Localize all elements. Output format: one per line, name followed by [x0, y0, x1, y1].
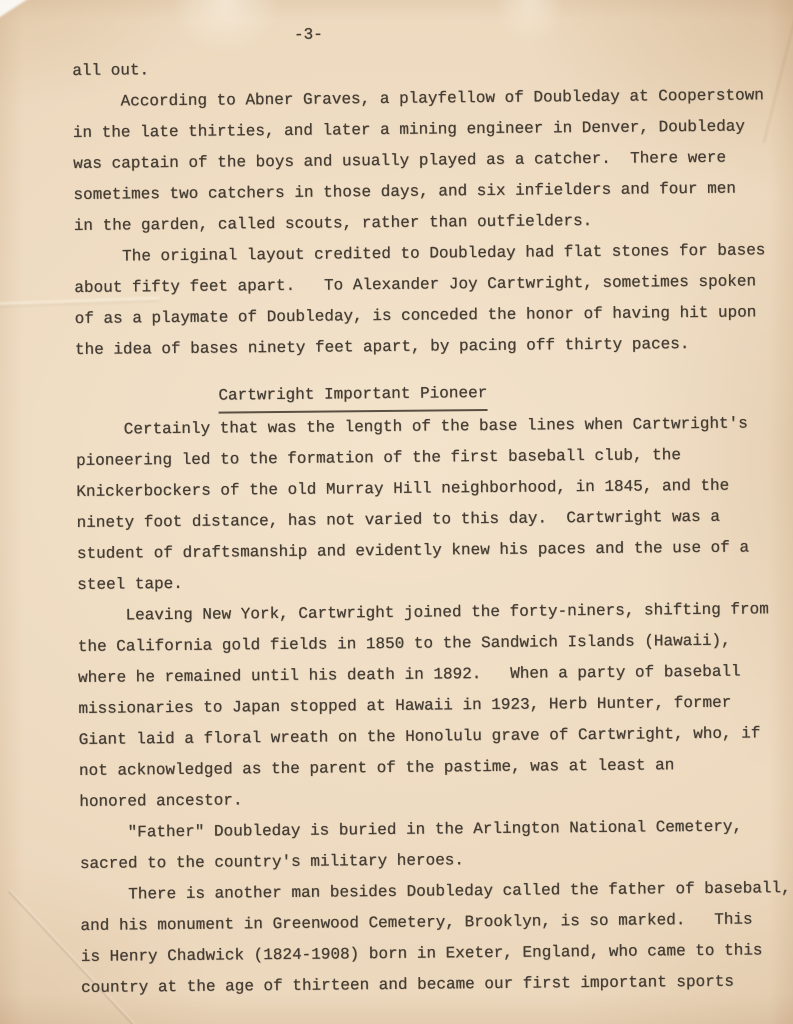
- text-line: all out.: [72, 61, 150, 80]
- text-line: steel tape.: [77, 574, 183, 594]
- text-line: There is another man besides Doubleday called the father of baseball,: [128, 879, 791, 904]
- text-line: about fifty feet apart. To Alexander Joy Cartwright, sometimes spoken: [74, 272, 757, 297]
- text-line: country at the age of thirteen and became our first important sports: [81, 972, 735, 997]
- text-line: the California gold fields in 1850 to the Sandwich Islands (Hawaii),: [77, 631, 731, 656]
- text-line: sometimes two catchers in those days, and six infielders and four men: [73, 179, 737, 204]
- text-line: and his monument in Greenwood Cemetery, Brooklyn, is so marked. This: [80, 910, 753, 935]
- text-line: pioneering led to the formation of the first baseball club, the: [75, 446, 682, 470]
- text-line: where he remained until his death in 1892. When a party of baseball: [78, 662, 741, 687]
- text-line: of as a playmate of Doubleday, is conceded the honor of having hit upon: [74, 303, 757, 328]
- text-line: Certainly that was the length of the base lines when Cartwright's: [123, 414, 748, 439]
- text-line: not acknowledged as the parent of the pastime, was at least an: [78, 756, 675, 780]
- page-number: -3-: [293, 25, 323, 44]
- text-line: ninety foot distance, has not varied to this day. Cartwright was a: [76, 507, 721, 532]
- text-line: According to Abner Graves, a playfellow of Doubleday at Cooperstown: [120, 86, 764, 111]
- text-line: sacred to the country's military heroes.: [79, 851, 465, 873]
- text-line: is Henry Chadwick (1824-1908) born in Exeter, England, who came to this: [80, 941, 763, 966]
- section-heading: Cartwright Important Pioneer: [218, 378, 487, 414]
- text-line: The original layout credited to Doubleday had flat stones for bases: [121, 241, 766, 266]
- document-body: [72, 49, 793, 1004]
- text-line: "Father" Doubleday is buried in the Arlington National Cemetery,: [127, 817, 743, 842]
- text-line: in the late thirties, and later a mining engineer in Denver, Doubleday: [72, 117, 746, 142]
- text-line: in the garden, called scouts, rather than outfielders.: [73, 211, 593, 235]
- text-line: Giant laid a floral wreath on the Honolulu grave of Cartwright, who, if: [78, 724, 761, 749]
- text-line: Leaving New York, Cartwright joined the forty-niners, shifting from: [125, 600, 769, 625]
- text-line: missionaries to Japan stopped at Hawaii in 1923, Herb Hunter, former: [78, 693, 732, 718]
- text-line: the idea of bases ninety feet apart, by pacing off thirty paces.: [74, 335, 690, 359]
- text-line: Knickerbockers of the old Murray Hill neighborhood, in 1845, and the: [76, 476, 730, 501]
- text-line: student of draftsmanship and evidently knew his paces and the use of a: [76, 538, 750, 563]
- text-line: was captain of the boys and usually played as a catcher. There were: [73, 148, 727, 173]
- text-line: honored ancestor.: [79, 791, 243, 811]
